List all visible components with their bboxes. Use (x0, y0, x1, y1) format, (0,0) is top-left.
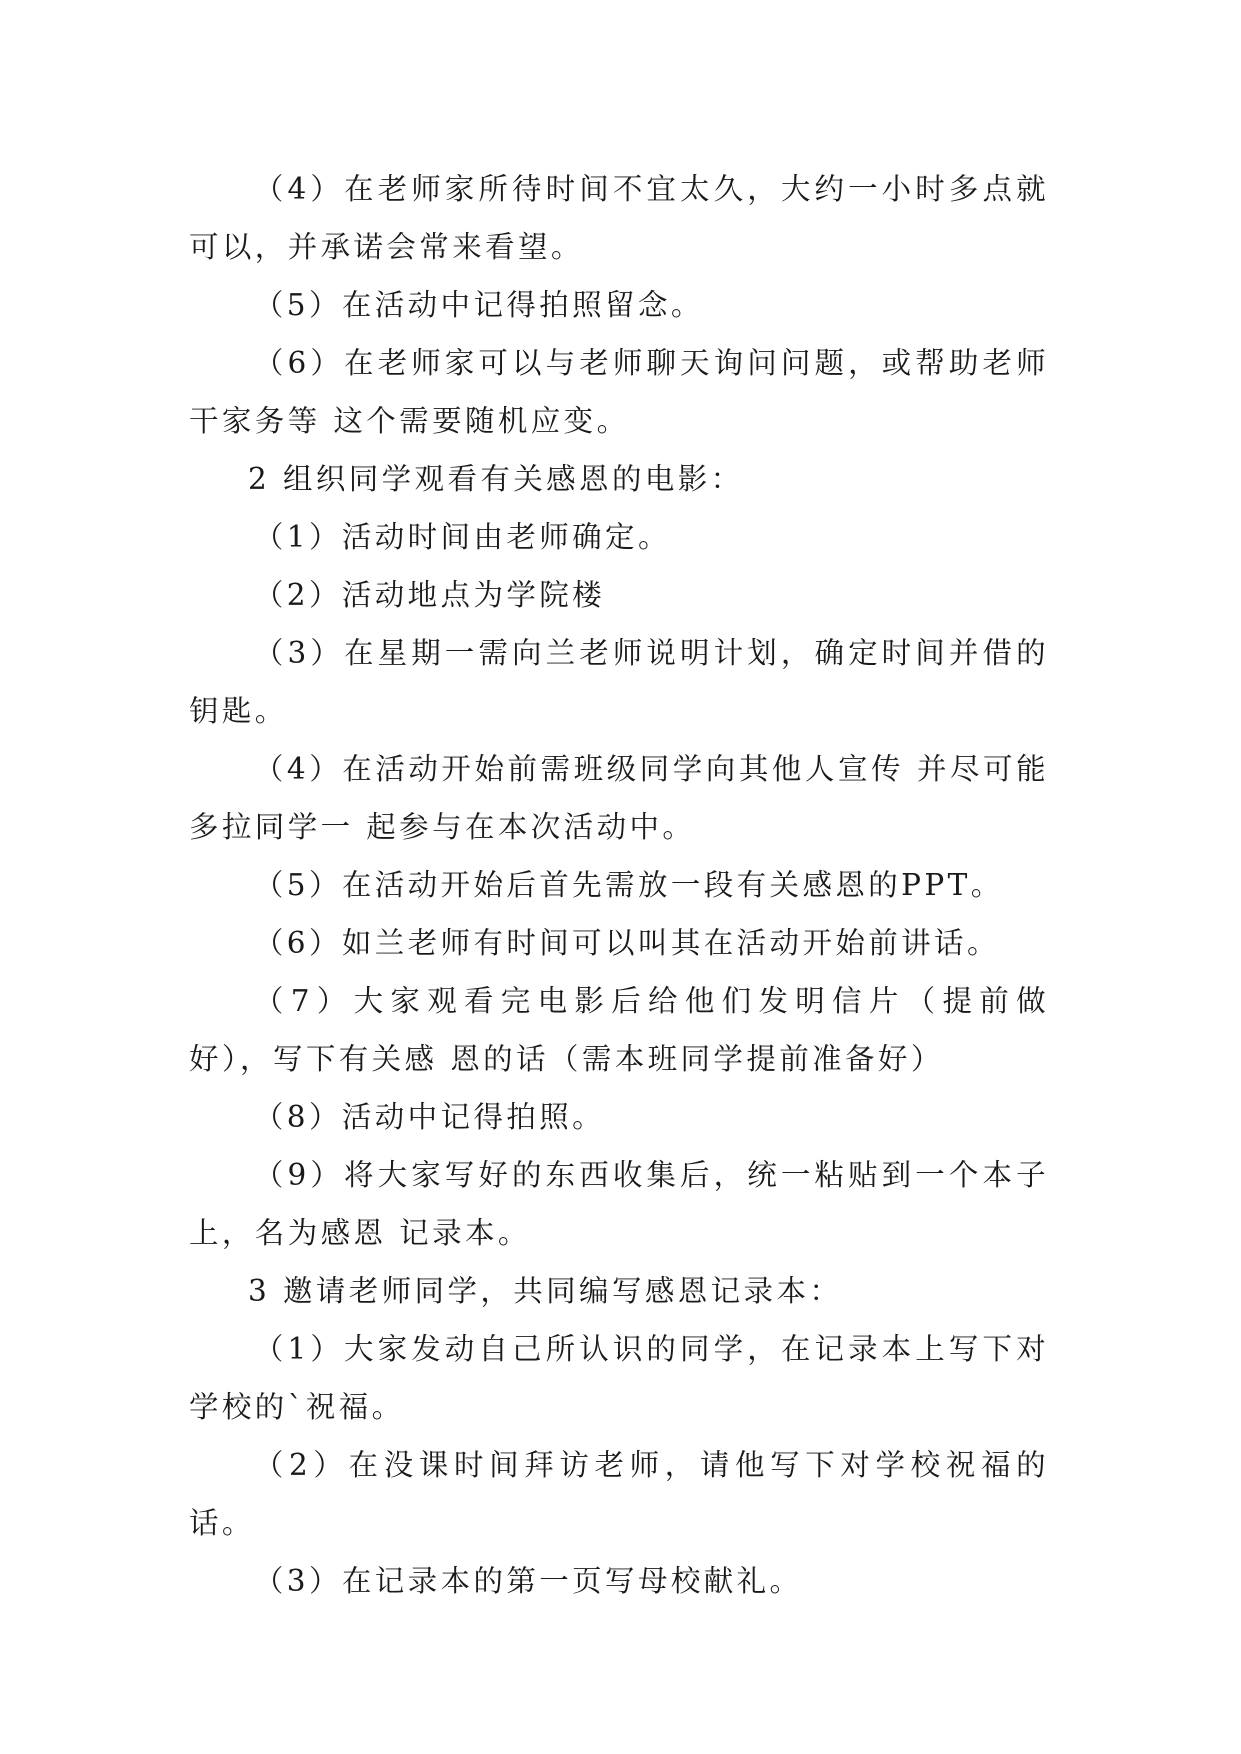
document-body (189, 160, 1049, 1610)
list-item: （1）大家发动自己所认识的同学，在记录本上写下对学校的`祝福。 (189, 1332, 1049, 1424)
list-item: （6）在老师家可以与老师聊天询问问题，或帮助老师干家务等 这个需要随机应变。 (189, 346, 1049, 438)
list-item: （4）在老师家所待时间不宜太久，大约一小时多点就可以，并承诺会常来看望。 (189, 172, 1049, 264)
list-item: （2）在没课时间拜访老师，请他写下对学校祝福的话。 (189, 1448, 1049, 1540)
list-item: （9）将大家写好的东西收集后，统一粘贴到一个本子上，名为感恩 记录本。 (189, 1158, 1049, 1250)
list-item: （5）在活动中记得拍照留念。 (253, 288, 704, 322)
list-item: （7）大家观看完电影后给他们发明信片（提前做好），写下有关感 恩的话（需本班同学提前准备好） (189, 984, 1049, 1076)
list-item: （1）活动时间由老师确定。 (253, 520, 671, 554)
list-item: （5）在活动开始后首先需放一段有关感恩的PPT。 (253, 868, 1004, 902)
list-item: （4）在活动开始前需班级同学向其他人宣传 并尽可能多拉同学一 起参与在本次活动中。 (189, 752, 1049, 844)
list-item: （6）如兰老师有时间可以叫其在活动开始前讲话。 (253, 926, 1000, 960)
section-heading: 3 邀请老师同学，共同编写感恩记录本： (248, 1274, 843, 1308)
list-item: （8）活动中记得拍照。 (253, 1100, 606, 1134)
list-item: （3）在星期一需向兰老师说明计划，确定时间并借的钥匙。 (189, 636, 1049, 728)
list-item: （3）在记录本的第一页写母校献礼。 (253, 1564, 803, 1598)
list-item: （2）活动地点为学院楼 (253, 578, 606, 612)
section-heading: 2 组织同学观看有关感恩的电影： (248, 462, 744, 496)
